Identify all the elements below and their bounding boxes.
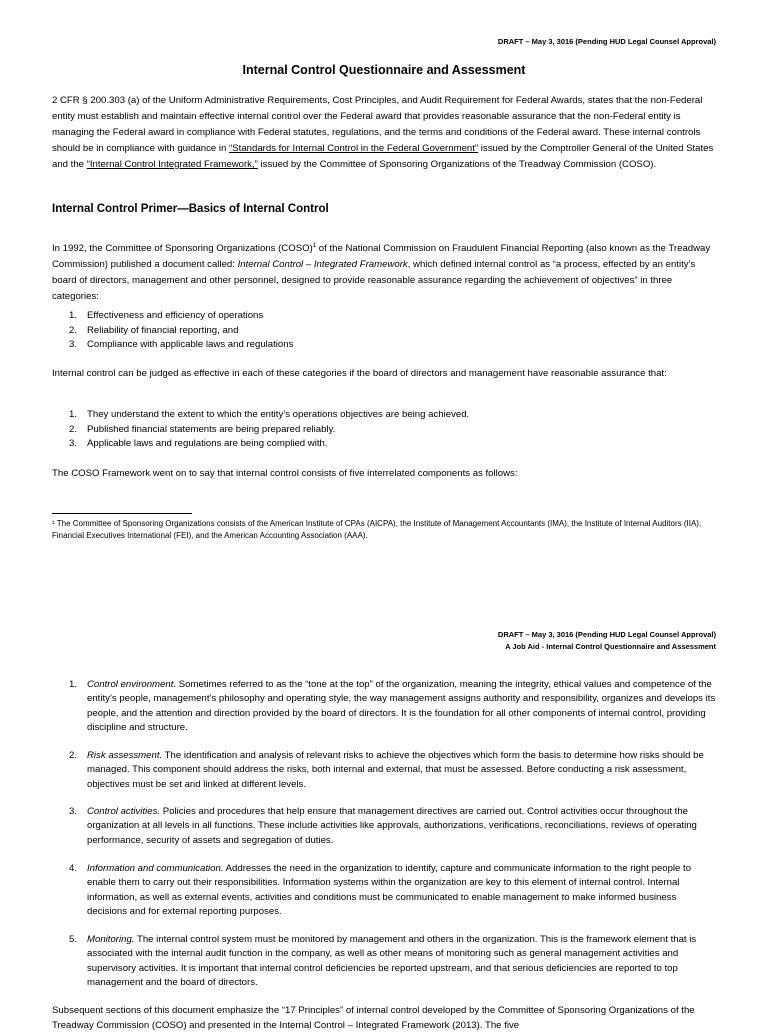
judged-paragraph: Internal control can be judged as effective in each of these categories if the board of directors and management have reasonable assurance that: xyxy=(52,368,667,379)
page2-header: DRAFT – May 3, 3016 (Pending HUD Legal Counsel Approval) xyxy=(497,630,716,639)
list-item: 3. Applicable laws and regulations are being complied with. xyxy=(69,438,328,449)
footnote-divider xyxy=(52,513,192,514)
footnote-marker: 1 xyxy=(312,243,317,249)
page-header: DRAFT – May 3, 3016 (Pending HUD Legal Counsel Approval) xyxy=(497,37,716,46)
list-item: 1. Effectiveness and efficiency of operations xyxy=(69,310,264,321)
section-heading: Internal Control Primer—Basics of Internal Control xyxy=(52,203,329,215)
list-item: 3. Compliance with applicable laws and regulations xyxy=(69,339,294,350)
list-item: 2. Reliability of financial reporting, and xyxy=(69,324,239,336)
footnote: ¹ The Committee of Sponsoring Organizations consists of the American Institute of CPAs (AICPA), the Institute of Management Accountants (IMA), the Institute of Internal Auditors (IIA), Financial Executives International (FEI), and the American Accounting Association (AAA). xyxy=(52,519,702,540)
primer-paragraph: In 1992, the Committee of Sponsoring Organizations (COSO)$^1$ of the National Commission on Fraudulent Financial Reporting (also known as the Treadway Commission) published a document called: Internal Control – Integrated Framework, which defined internal control as “a process, effected by an entity’s board of directors, management and other personnel, designed to provide reasonable assurance regarding the achievement of objectives” in three categories: xyxy=(52,243,711,303)
categories-list xyxy=(69,309,293,353)
list-item: 2. Published financial statements are being prepared reliably. xyxy=(69,423,336,435)
intro-paragraph: 2 CFR § 200.303 (a) of the Uniform Administrative Requirements, Cost Principles, and Audit Requirement for Federal Awards, states that the non-Federal entity must establish and maintain effective internal control over the Federal award that provides reasonable assurance that the non-Federal entity is managing the Federal award in compliance with Federal statutes, regulations, and the terms and conditions of the Federal award. These internal controls should be in compliance with guidance in “Standards for Internal Control in the Federal Government” issued by the Comptroller General of the United States and the “Internal Control Integrated Framework,” issued by the Committee of Sponsoring Organizations of the Treadway Commission (COSO). xyxy=(52,95,714,170)
framework-link[interactable]: “Internal Control Integrated Framework,” xyxy=(86,159,258,170)
standards-link[interactable]: “Standards for Internal Control in the Federal Government” xyxy=(229,143,479,154)
assurances-list xyxy=(69,408,469,452)
document-title: Internal Control Questionnaire and Assessment xyxy=(242,63,526,77)
coso-framework-paragraph: The COSO Framework went on to say that internal control consists of five interrelated components as follows: xyxy=(52,468,518,479)
subsequent-paragraph: Subsequent sections of this document emphasize the “17 Principles” of internal control developed by the Committee of Sponsoring Organizations of the Treadway Commission (COSO) and presented in the Internal Control – Integrated Framework (2013). The five xyxy=(52,1005,695,1031)
page2-subheader: A Job Aid - Internal Control Questionnaire and Assessment xyxy=(505,642,716,651)
list-item: 1. They understand the extent to which the entity’s operations objectives are being achieved. xyxy=(69,409,470,420)
